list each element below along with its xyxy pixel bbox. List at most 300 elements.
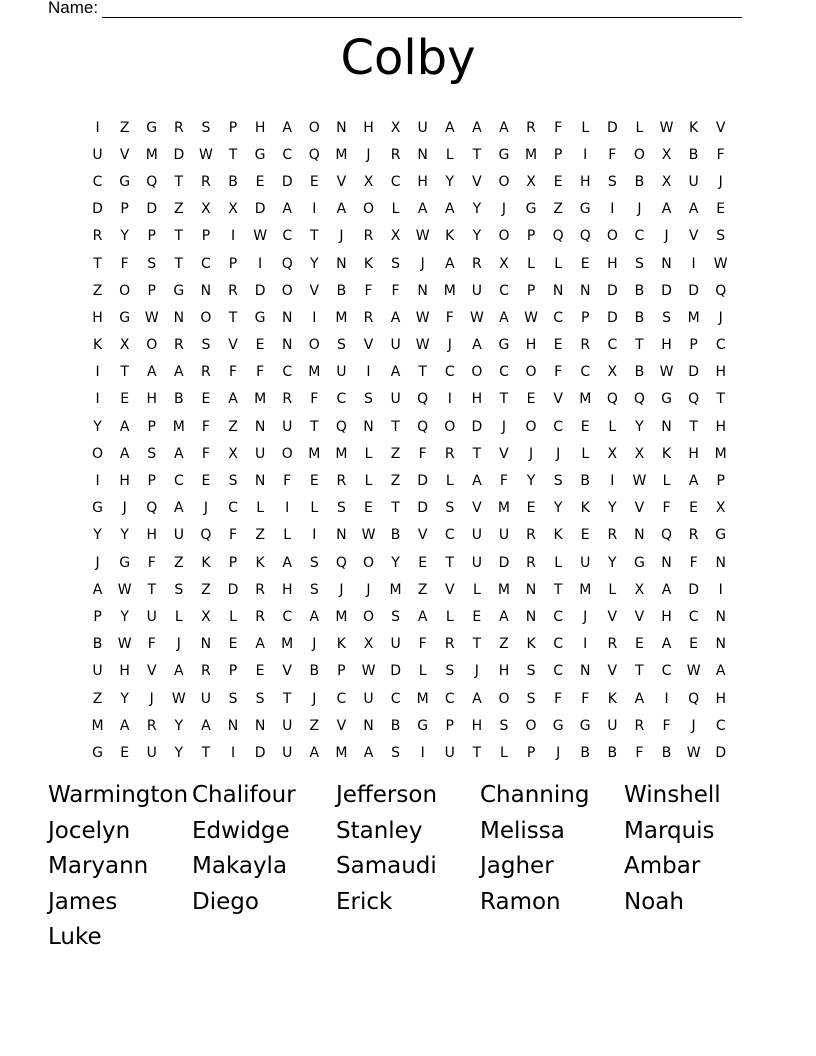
grid-letter: R — [444, 445, 455, 462]
grid-letter: S — [553, 473, 563, 490]
grid-letter: L — [554, 255, 563, 272]
grid-letter: S — [526, 663, 536, 680]
grid-letter: P — [526, 744, 536, 761]
grid-letter: U — [471, 527, 482, 544]
grid-letter: X — [607, 445, 618, 462]
grid-letter: L — [364, 473, 373, 490]
grid-letter: K — [255, 554, 265, 571]
grid-letter: V — [472, 173, 482, 190]
grid-letter: O — [525, 717, 537, 734]
grid-letter: V — [228, 337, 238, 354]
grid-letter: V — [715, 119, 726, 136]
grid-letter: W — [686, 663, 701, 680]
grid-letter: Q — [200, 527, 212, 544]
grid-letter: A — [417, 608, 428, 625]
grid-letter: C — [336, 690, 347, 707]
grid-letter: C — [444, 690, 455, 707]
grid-letter: K — [445, 228, 455, 245]
grid-letter: D — [715, 744, 727, 761]
grid-letter: H — [498, 663, 510, 680]
grid-letter: S — [147, 445, 157, 462]
grid-letter: O — [362, 608, 374, 625]
grid-letter: C — [634, 228, 645, 245]
grid-letter: T — [499, 391, 509, 408]
grid-letter: F — [554, 690, 563, 707]
grid-letter: W — [171, 690, 186, 707]
grid-letter: Y — [608, 500, 617, 517]
grid-letter: A — [444, 201, 455, 218]
grid-letter: Z — [255, 527, 265, 544]
grid-letter: I — [312, 527, 317, 544]
grid-letter: J — [556, 744, 561, 761]
grid-letter: O — [146, 337, 158, 354]
grid-letter: W — [632, 473, 647, 490]
grid-letter: Q — [308, 146, 320, 163]
grid-letter: J — [149, 690, 154, 707]
grid-letter: L — [554, 554, 563, 571]
grid-letter: Z — [174, 201, 184, 218]
grid-letter: F — [391, 282, 400, 299]
grid-letter: J — [176, 636, 181, 653]
grid-letter: K — [689, 119, 699, 136]
grid-letter: K — [363, 255, 374, 272]
grid-letter: M — [579, 581, 592, 598]
grid-letter: M — [525, 146, 538, 163]
grid-letter: M — [389, 581, 402, 598]
grid-letter: R — [363, 309, 374, 326]
grid-letter: A — [661, 201, 672, 218]
grid-letter: E — [580, 527, 590, 544]
grid-letter: C — [553, 309, 564, 326]
grid-letter: W — [686, 744, 701, 761]
grid-letter: S — [147, 255, 157, 272]
grid-letter: E — [255, 173, 265, 190]
grid-letter: W — [144, 309, 159, 326]
grid-letter: O — [498, 173, 510, 190]
grid-letter: P — [337, 663, 346, 680]
grid-letter: A — [201, 717, 211, 734]
grid-letter: L — [364, 445, 373, 462]
grid-letter: A — [472, 690, 482, 707]
grid-letter: U — [607, 717, 618, 734]
grid-letter: N — [715, 636, 726, 653]
word-list-item: Luke — [48, 924, 102, 951]
grid-letter: L — [635, 119, 644, 136]
grid-letter: Y — [526, 473, 536, 490]
word-list-item: Samaudi — [336, 853, 437, 880]
grid-letter: V — [309, 282, 320, 299]
grid-letter: D — [688, 581, 699, 598]
grid-letter: H — [661, 608, 672, 625]
grid-letter: I — [664, 690, 669, 707]
grid-letter: F — [147, 636, 156, 653]
grid-letter: B — [174, 391, 184, 408]
grid-letter: N — [634, 527, 645, 544]
grid-letter: L — [391, 201, 400, 218]
grid-letter: S — [607, 173, 617, 190]
grid-letter: N — [579, 282, 591, 299]
grid-letter: O — [444, 418, 456, 435]
grid-letter: Q — [715, 282, 727, 299]
grid-letter: C — [580, 364, 591, 381]
grid-letter: Q — [417, 391, 429, 408]
word-list-item: Noah — [624, 888, 684, 915]
grid-letter: J — [664, 228, 669, 245]
grid-letter: U — [444, 744, 455, 761]
grid-letter: U — [173, 527, 184, 544]
grid-letter: X — [661, 146, 672, 163]
grid-letter: A — [499, 119, 509, 136]
grid-letter: O — [308, 119, 320, 136]
grid-row — [84, 631, 734, 658]
grid-letter: D — [254, 744, 266, 761]
grid-letter: Z — [309, 717, 320, 734]
grid-letter: T — [445, 554, 455, 571]
grid-letter: T — [201, 744, 211, 761]
grid-letter: H — [715, 364, 726, 381]
grid-letter: M — [335, 309, 348, 326]
grid-letter: S — [336, 500, 346, 517]
grid-letter: A — [661, 636, 672, 653]
grid-letter: J — [420, 255, 425, 272]
grid-letter: N — [715, 608, 726, 625]
grid-letter: F — [201, 418, 210, 435]
grid-letter: T — [174, 173, 184, 190]
grid-letter: Y — [472, 228, 482, 245]
grid-letter: P — [581, 309, 590, 326]
word-list-item: Jocelyn — [48, 817, 131, 844]
grid-letter: U — [92, 663, 103, 680]
grid-letter: T — [228, 146, 238, 163]
grid-letter: K — [526, 636, 536, 653]
grid-letter: P — [93, 608, 102, 625]
grid-letter: M — [497, 500, 510, 517]
grid-letter: V — [634, 608, 645, 625]
grid-letter: U — [282, 418, 293, 435]
grid-letter: H — [281, 581, 293, 598]
grid-letter: A — [174, 364, 184, 381]
word-list-item: Ambar — [624, 853, 701, 880]
grid-letter: Z — [417, 581, 428, 598]
grid-letter: R — [526, 119, 536, 136]
grid-letter: Y — [635, 418, 644, 435]
grid-letter: C — [661, 663, 672, 680]
grid-row — [84, 250, 734, 277]
grid-letter: B — [634, 282, 645, 299]
grid-letter: O — [362, 201, 374, 218]
grid-letter: Y — [391, 554, 400, 571]
grid-letter: N — [200, 282, 212, 299]
grid-letter: F — [310, 391, 319, 408]
grid-letter: V — [688, 228, 699, 245]
grid-letter: D — [173, 146, 185, 163]
grid-letter: L — [472, 581, 481, 598]
grid-letter: Q — [417, 418, 429, 435]
word-list-item: Maryann — [48, 853, 149, 880]
grid-letter: G — [579, 717, 591, 734]
grid-letter: U — [92, 146, 103, 163]
grid-letter: E — [201, 391, 211, 408]
grid-letter: R — [336, 473, 347, 490]
grid-letter: F — [554, 364, 563, 381]
grid-letter: N — [661, 418, 672, 435]
grid-letter: A — [309, 744, 320, 761]
grid-letter: D — [227, 581, 239, 598]
grid-letter: F — [662, 717, 671, 734]
grid-letter: X — [363, 636, 374, 653]
grid-letter: N — [227, 717, 239, 734]
grid-row — [84, 576, 734, 603]
grid-letter: I — [95, 391, 100, 408]
grid-row — [84, 196, 734, 223]
grid-letter: S — [201, 119, 211, 136]
grid-letter: J — [203, 500, 208, 517]
grid-letter: W — [253, 228, 268, 245]
grid-letter: S — [228, 690, 238, 707]
grid-letter: T — [282, 690, 292, 707]
word-list-item: Channing — [480, 782, 590, 808]
grid-letter: X — [201, 608, 211, 625]
grid-letter: Y — [553, 500, 563, 517]
grid-letter: A — [472, 337, 482, 354]
grid-letter: U — [282, 744, 293, 761]
grid-letter: J — [339, 581, 344, 598]
grid-letter: F — [689, 554, 698, 571]
grid-letter: T — [472, 146, 482, 163]
grid-letter: V — [282, 663, 292, 680]
grid-letter: E — [120, 744, 130, 761]
grid-letter: O — [92, 445, 104, 462]
grid-letter: L — [174, 608, 183, 625]
grid-letter: Q — [335, 554, 347, 571]
grid-letter: M — [335, 744, 348, 761]
grid-letter: D — [471, 418, 483, 435]
grid-letter: R — [363, 228, 374, 245]
grid-letter: I — [447, 391, 452, 408]
grid-letter: E — [634, 636, 644, 653]
grid-letter: Y — [120, 608, 129, 625]
grid-letter: I — [610, 473, 615, 490]
grid-letter: N — [336, 255, 347, 272]
grid-letter: Z — [499, 636, 509, 653]
grid-letter: H — [579, 173, 591, 190]
grid-letter: P — [201, 228, 211, 245]
grid-letter: J — [718, 309, 723, 326]
word-list-item: Makayla — [192, 853, 288, 880]
grid-letter: C — [444, 364, 455, 381]
grid-letter: U — [146, 608, 157, 625]
grid-letter: G — [119, 309, 131, 326]
grid-letter: J — [447, 337, 452, 354]
grid-letter: T — [472, 445, 482, 462]
grid-letter: L — [662, 473, 671, 490]
grid-letter: W — [361, 527, 376, 544]
grid-letter: M — [497, 581, 510, 598]
grid-letter: S — [391, 255, 401, 272]
grid-letter: P — [526, 282, 536, 299]
grid-row — [84, 603, 734, 630]
grid-letter: Q — [579, 228, 591, 245]
grid-letter: E — [309, 173, 319, 190]
grid-letter: H — [119, 663, 130, 680]
grid-letter: M — [254, 391, 267, 408]
grid-letter: U — [146, 744, 157, 761]
word-list-item: Jagher — [480, 853, 554, 880]
grid-letter: U — [498, 527, 510, 544]
grid-letter: L — [527, 255, 535, 272]
grid-letter: X — [715, 500, 726, 517]
grid-letter: F — [662, 500, 671, 517]
grid-letter: A — [282, 119, 292, 136]
grid-letter: A — [363, 744, 374, 761]
grid-letter: M — [335, 445, 348, 462]
grid-letter: C — [282, 228, 293, 245]
grid-letter: S — [391, 744, 401, 761]
grid-letter: L — [445, 608, 454, 625]
grid-letter: A — [472, 119, 482, 136]
letter-grid — [84, 114, 734, 767]
grid-letter: C — [444, 527, 455, 544]
grid-letter: F — [418, 445, 427, 462]
grid-letter: A — [417, 201, 428, 218]
grid-letter: T — [174, 255, 184, 272]
grid-letter: N — [254, 717, 266, 734]
grid-letter: J — [583, 608, 588, 625]
grid-letter: C — [282, 146, 293, 163]
grid-letter: J — [691, 717, 696, 734]
grid-letter: W — [713, 255, 728, 272]
grid-letter: Q — [146, 500, 158, 517]
grid-letter: J — [528, 445, 534, 462]
grid-letter: F — [147, 554, 156, 571]
grid-letter: I — [95, 119, 100, 136]
grid-row — [84, 168, 734, 195]
grid-letter: Y — [174, 717, 184, 734]
grid-letter: R — [390, 146, 401, 163]
grid-letter: R — [255, 581, 265, 598]
grid-letter: G — [498, 146, 510, 163]
grid-letter: C — [715, 717, 726, 734]
grid-letter: N — [661, 554, 672, 571]
grid-letter: N — [525, 608, 537, 625]
grid-letter: A — [390, 364, 401, 381]
grid-letter: C — [499, 282, 509, 299]
grid-letter: R — [282, 391, 293, 408]
grid-letter: G — [92, 500, 103, 517]
grid-letter: H — [661, 337, 672, 354]
grid-letter: I — [366, 364, 371, 381]
grid-letter: X — [499, 255, 509, 272]
grid-letter: I — [95, 364, 100, 381]
grid-letter: N — [336, 527, 347, 544]
name-underline — [102, 1, 742, 18]
grid-letter: T — [689, 418, 698, 435]
grid-letter: N — [417, 146, 428, 163]
grid-letter: T — [635, 663, 644, 680]
grid-letter: H — [146, 527, 157, 544]
grid-letter: A — [472, 473, 482, 490]
grid-letter: O — [200, 309, 212, 326]
grid-letter: X — [607, 364, 618, 381]
grid-letter: J — [637, 201, 642, 218]
grid-letter: F — [716, 146, 725, 163]
grid-row — [84, 413, 734, 440]
grid-letter: H — [146, 391, 157, 408]
grid-letter: P — [553, 146, 563, 163]
grid-letter: S — [255, 690, 265, 707]
grid-letter: M — [579, 391, 592, 408]
grid-letter: I — [312, 201, 317, 218]
grid-letter: C — [607, 337, 618, 354]
grid-letter: C — [173, 473, 184, 490]
grid-letter: V — [336, 173, 347, 190]
word-list-item: Winshell — [624, 782, 721, 808]
grid-letter: Q — [281, 255, 293, 272]
grid-letter: V — [336, 717, 347, 734]
grid-letter: Y — [174, 744, 184, 761]
grid-letter: N — [281, 337, 293, 354]
grid-letter: N — [579, 663, 591, 680]
grid-letter: F — [256, 364, 265, 381]
grid-letter: Q — [688, 391, 700, 408]
grid-letter: Y — [93, 418, 102, 435]
grid-letter: N — [200, 636, 212, 653]
grid-letter: B — [309, 663, 320, 680]
grid-letter: I — [718, 581, 723, 598]
word-list-item: Warmington — [48, 782, 189, 808]
grid-letter: A — [444, 255, 455, 272]
grid-letter: Y — [310, 255, 319, 272]
grid-letter: P — [228, 663, 238, 680]
grid-letter: R — [607, 636, 618, 653]
grid-letter: E — [553, 173, 563, 190]
grid-letter: N — [661, 255, 672, 272]
grid-letter: X — [363, 173, 374, 190]
grid-letter: K — [336, 636, 346, 653]
grid-letter: Q — [661, 527, 673, 544]
grid-letter: J — [95, 554, 100, 571]
grid-letter: M — [145, 146, 158, 163]
grid-letter: T — [310, 228, 319, 245]
grid-letter: U — [363, 690, 374, 707]
grid-letter: F — [608, 146, 617, 163]
grid-letter: U — [471, 282, 482, 299]
grid-letter: B — [580, 473, 591, 490]
grid-letter: L — [581, 119, 590, 136]
grid-letter: N — [363, 717, 374, 734]
grid-letter: T — [147, 581, 157, 598]
grid-letter: T — [472, 744, 482, 761]
grid-letter: Q — [146, 173, 158, 190]
grid-letter: I — [230, 744, 236, 761]
grid-letter: M — [416, 690, 429, 707]
grid-letter: H — [471, 391, 483, 408]
grid-letter: G — [661, 391, 672, 408]
grid-letter: V — [363, 337, 374, 354]
grid-letter: L — [608, 418, 617, 435]
grid-letter: P — [445, 717, 454, 734]
grid-letter: J — [501, 418, 507, 435]
grid-letter: F — [418, 636, 427, 653]
grid-letter: X — [201, 201, 211, 218]
grid-letter: S — [201, 337, 211, 354]
grid-letter: Z — [174, 554, 184, 571]
grid-letter: X — [390, 119, 401, 136]
grid-letter: R — [688, 527, 699, 544]
grid-letter: P — [716, 473, 725, 490]
grid-letter: A — [309, 608, 320, 625]
grid-letter: D — [606, 309, 618, 326]
